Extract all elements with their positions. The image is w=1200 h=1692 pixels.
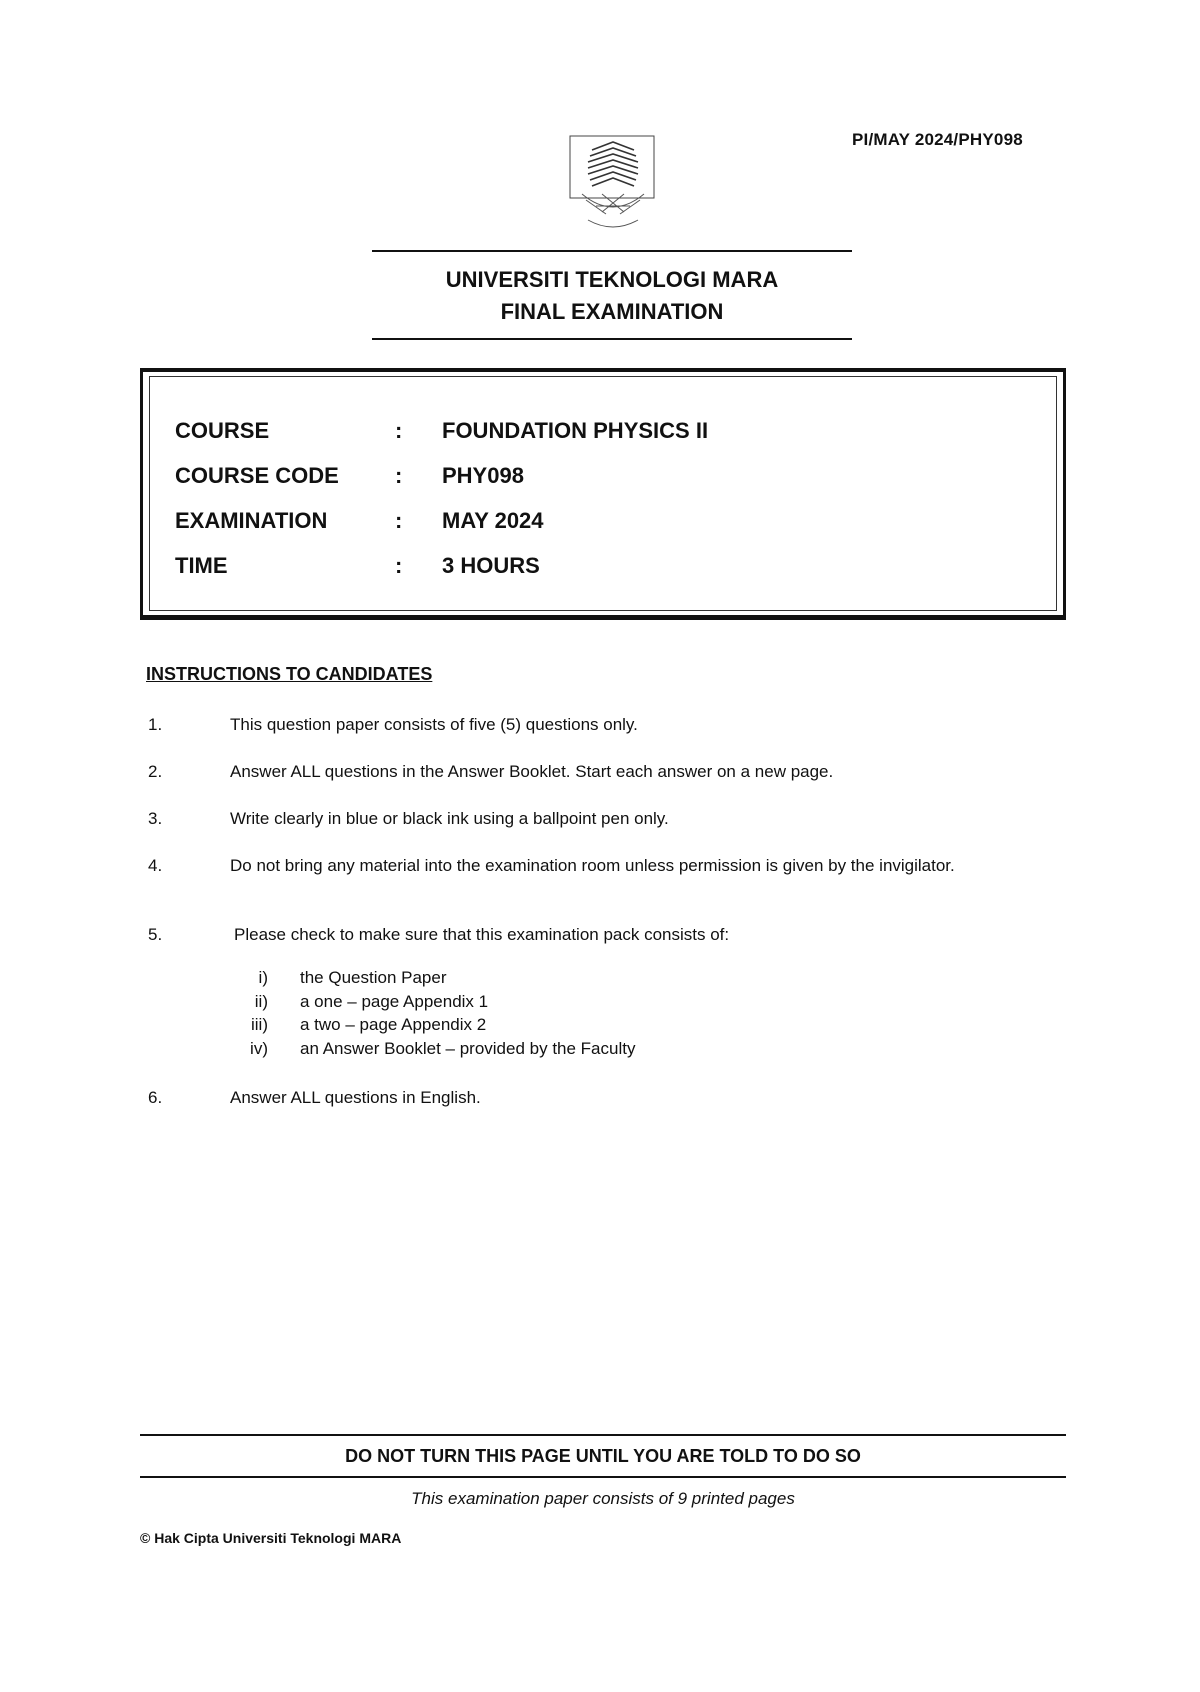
instruction-text: This question paper consists of five (5) questions only. <box>230 715 638 734</box>
course-info-box <box>140 368 1066 620</box>
examination-label: EXAMINATION <box>175 508 328 533</box>
header-top-rule <box>372 250 852 252</box>
exam-title: FINAL EXAMINATION <box>500 299 724 324</box>
header-bottom-rule <box>372 338 852 340</box>
course-code-separator: : <box>395 463 403 488</box>
examination-value: MAY 2024 <box>442 508 544 533</box>
course-info-inner-border <box>149 376 1057 611</box>
list-item-number: iv) <box>250 1038 268 1058</box>
page-count-note: This examination paper consists of 9 printed pages <box>411 1489 795 1508</box>
turn-page-warning: DO NOT TURN THIS PAGE UNTIL YOU ARE TOLD TO DO SO <box>345 1446 861 1466</box>
course-separator: : <box>395 418 403 443</box>
copyright-notice: © Hak Cipta Universiti Teknologi MARA <box>140 1530 402 1546</box>
instruction-text: Please check to make sure that this examination pack consists of: <box>234 925 730 944</box>
course-value: FOUNDATION PHYSICS II <box>442 418 709 443</box>
list-item-number: i) <box>258 968 268 987</box>
course-label: COURSE <box>175 418 270 443</box>
list-item-number: ii) <box>254 991 268 1011</box>
instruction-number: 2. <box>148 762 163 781</box>
course-code-label: COURSE CODE <box>175 463 339 488</box>
instruction-number: 5. <box>148 925 163 944</box>
time-value: 3 HOURS <box>442 553 540 578</box>
instruction-number: 4. <box>148 856 163 875</box>
list-item-text: an Answer Booklet – provided by the Faculty <box>300 1038 636 1058</box>
list-item-text: a one – page Appendix 1 <box>300 991 489 1011</box>
footer-top-rule <box>140 1434 1066 1436</box>
list-item-text: a two – page Appendix 2 <box>300 1015 487 1034</box>
time-separator: : <box>395 553 403 578</box>
list-item-text: the Question Paper <box>300 968 447 987</box>
footer-bottom-rule <box>140 1476 1066 1478</box>
instruction-number: 1. <box>148 715 163 734</box>
instruction-number: 6. <box>148 1088 163 1107</box>
course-code-value: PHY098 <box>442 463 524 488</box>
paper-code: PI/MAY 2024/PHY098 <box>852 130 1023 149</box>
list-item-number: iii) <box>251 1015 268 1034</box>
examination-separator: : <box>395 508 403 533</box>
instruction-text: Answer ALL questions in the Answer Booklet. Start each answer on a new page. <box>230 762 834 781</box>
university-name: UNIVERSITI TEKNOLOGI MARA <box>445 267 779 292</box>
time-label: TIME <box>175 553 228 578</box>
instruction-text: Do not bring any material into the examination room unless permission is given by the invigilator. <box>230 856 955 875</box>
instruction-number: 3. <box>148 809 163 828</box>
university-title-block <box>372 264 852 328</box>
instruction-text: Answer ALL questions in English. <box>230 1088 481 1107</box>
instruction-text: Write clearly in blue or black ink using a ballpoint pen only. <box>230 809 669 828</box>
uitm-crest-icon <box>566 134 660 238</box>
instructions-heading: INSTRUCTIONS TO CANDIDATES <box>146 664 433 684</box>
